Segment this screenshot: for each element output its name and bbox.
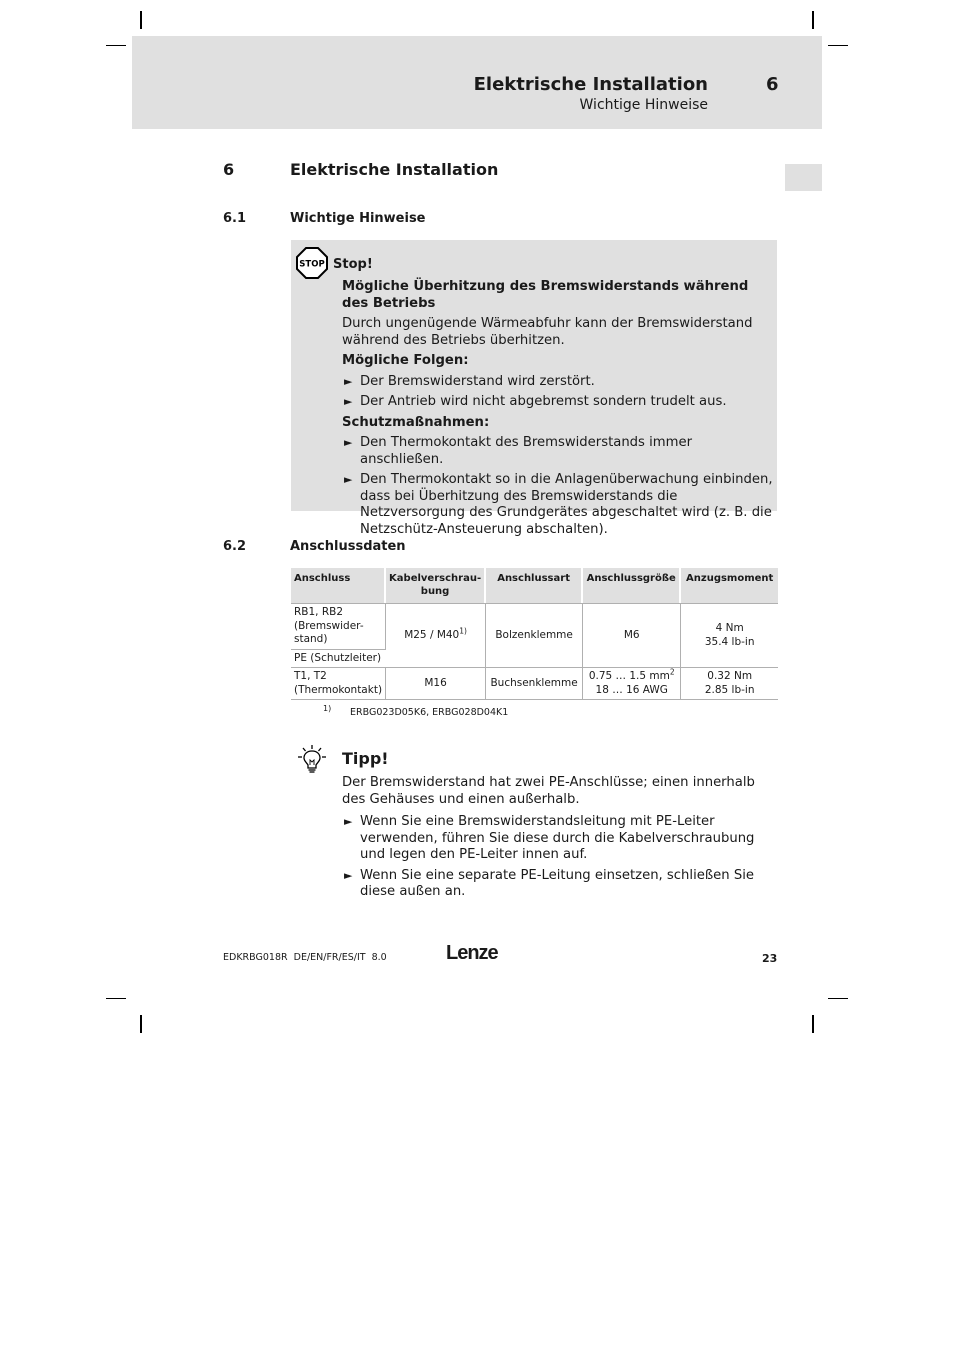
- crop-mark: [828, 45, 848, 46]
- connection-data-table: [291, 568, 778, 700]
- header-subtitle: Wichtige Hinweise: [579, 97, 708, 113]
- section-number: 6: [223, 160, 235, 179]
- bullet-arrow-icon: ►: [344, 815, 353, 828]
- stop-label: Stop!: [333, 257, 373, 272]
- stop-heading: Mögliche Überhitzung des Bremswiderstands während des Betriebs: [342, 279, 749, 311]
- section-title: Elektrische Installation: [290, 160, 499, 179]
- table-cell: RB1, RB2 (Bremswider-stand): [291, 603, 386, 650]
- table-header: Kabelverschrau-bung: [386, 568, 486, 603]
- table-cell: 0.75 … 1.5 $mm^2$ 18 … 16 AWG: [583, 668, 681, 700]
- table-cell: M6: [583, 603, 681, 668]
- lenze-logo: Lenze: [446, 942, 498, 964]
- table-header-row: [291, 568, 778, 603]
- subsection-number: 6.2: [223, 539, 247, 554]
- page-number: 23: [762, 952, 778, 965]
- stop-sign-icon: [296, 247, 328, 279]
- table-cell: M25 / M40$^{1)}$: [386, 603, 486, 668]
- measures-label: Schutzmaßnahmen:: [342, 414, 490, 430]
- header-title: Elektrische Installation: [473, 74, 708, 95]
- list-item: ► Wenn Sie eine separate PE-Leitung einsetzen, schließen Sie diese außen an.: [344, 867, 754, 899]
- stop-icon-text: STOP: [299, 259, 325, 270]
- list-item: ► Den Thermokontakt so in die Anlagenüberwachung einbinden, dass bei Überhitzung des Bremswiderstands die Netzversorgung des Grundgerätes abgeschaltet wird (z. B. die Netzschütz-Ansteuerung abschalten).: [344, 472, 773, 537]
- table-header: Anschlussgröße: [583, 568, 681, 603]
- list-item: ► Wenn Sie eine Bremswiderstandsleitung mit PE-Leiter verwenden, führen Sie diese durch die Kabelverschraubung und legen den PE-Leiter innen auf.: [344, 814, 755, 862]
- tip-label: Tipp!: [342, 749, 389, 768]
- bullet-arrow-icon: ►: [344, 868, 353, 882]
- bullet-arrow-icon: ►: [344, 436, 353, 449]
- table-row: [291, 668, 778, 700]
- table-cell: M16: [386, 668, 486, 700]
- footer-document-id: EDKRBG018R DE/EN/FR/ES/IT 8.0: [223, 952, 387, 963]
- stop-content: [342, 279, 774, 538]
- crop-mark: [812, 1015, 814, 1033]
- bullet-arrow-icon: ►: [344, 473, 353, 486]
- chapter-side-tab: [785, 164, 822, 191]
- footnote-mark: 1): [323, 704, 332, 713]
- tip-text: Der Bremswiderstand hat zwei PE-Anschlüsse; einen innerhalb des Gehäuses und einen außerhalb.: [342, 775, 755, 807]
- list-item: ► Der Antrieb wird nicht abgebremst sondern trudelt aus.: [344, 394, 727, 409]
- table-cell: 0.32 Nm 2.85 lb-in: [681, 668, 778, 700]
- table-cell: Bolzenklemme: [486, 603, 583, 668]
- table-header: Anschlussart: [486, 568, 583, 603]
- subsection-number: 6.1: [223, 211, 247, 226]
- list-item: ► Den Thermokontakt des Bremswiderstands immer anschließen.: [344, 435, 693, 467]
- crop-mark: [140, 1015, 142, 1033]
- table-cell: T1, T2 (Thermokontakt): [291, 668, 386, 700]
- consequences-label: Mögliche Folgen:: [342, 353, 469, 368]
- stop-description: Durch ungenügende Wärmeabfuhr kann der Bremswiderstand während des Betriebs überhitzen.: [342, 316, 753, 348]
- footnote-text: ERBG023D05K6, ERBG028D04K1: [350, 707, 509, 718]
- bullet-arrow-icon: ►: [344, 395, 353, 408]
- table-row: [291, 603, 778, 650]
- bullet-arrow-icon: ►: [344, 374, 353, 388]
- tip-content: [342, 775, 774, 901]
- crop-mark: [812, 11, 814, 29]
- header-chapter-number: 6: [766, 74, 779, 95]
- table-cell: Buchsenklemme: [486, 668, 583, 700]
- table-header: Anschluss: [291, 568, 386, 603]
- subsection-title: Wichtige Hinweise: [290, 211, 426, 226]
- crop-mark: [140, 11, 142, 29]
- table-header: Anzugsmoment: [681, 568, 778, 603]
- crop-mark: [106, 45, 126, 46]
- lightbulb-icon: [296, 744, 328, 774]
- crop-mark: [828, 998, 848, 999]
- crop-mark: [106, 998, 126, 999]
- table-cell: PE (Schutzleiter): [291, 650, 386, 668]
- subsection-title: Anschlussdaten: [290, 539, 406, 554]
- table-cell: 4 Nm 35.4 lb-in: [681, 603, 778, 668]
- list-item: ► Der Bremswiderstand wird zerstört.: [344, 373, 595, 389]
